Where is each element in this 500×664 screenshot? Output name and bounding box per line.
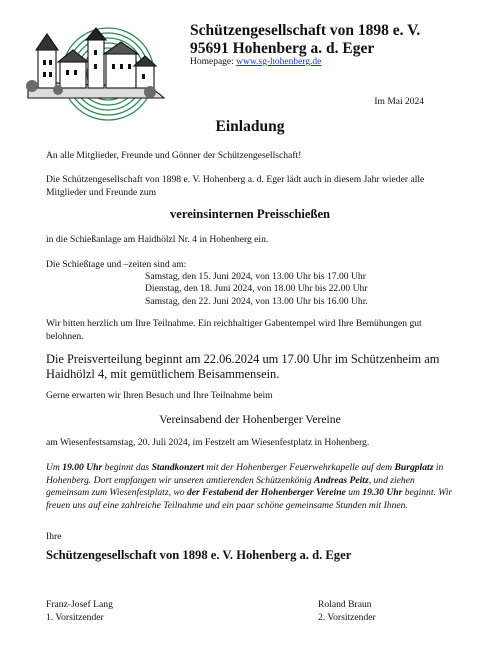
signatory-name: Roland Braun <box>318 599 372 610</box>
signatory-name: Franz-Josef Lang <box>46 599 113 610</box>
concert-highlight: 19.30 Uhr <box>362 487 403 499</box>
club-logo <box>24 20 170 124</box>
date-item: Samstag, den 15. Juni 2024, von 13.00 Uhr bis 17.00 Uhr <box>145 271 366 282</box>
second-event-when: am Wiesenfestsamstag, 20. Juli 2024, im Festzelt am Wiesenfestplatz in Hohenberg. <box>46 437 370 448</box>
closing-club-name: Schützengesellschaft von 1898 e. V. Hohenberg a. d. Eger <box>46 548 352 562</box>
concert-text: beginnt das <box>102 462 152 473</box>
signatory-role: 1. Vorsitzender <box>46 612 104 623</box>
letter-date: Im Mai 2024 <box>374 97 424 107</box>
signature-block-1 <box>46 598 113 624</box>
event-title: vereinsinternen Preisschießen <box>169 207 331 221</box>
concert-text: Um <box>46 462 63 473</box>
concert-highlight: der Festabend der Hohenberger Vereine <box>186 487 346 499</box>
dates-intro: Die Schießtage und –zeiten sind am: <box>46 259 187 270</box>
concert-text: , und ziehen gemeinsam zum Wiesenfestplatz, wo <box>46 474 415 499</box>
concert-text: beginnt. Wir freuen uns auf eine zahlreiche Teilnahme und ein paar schöne gemeinsame Stunden mit Ihnen. <box>46 487 453 511</box>
date-item: Samstag, den 22. Juni 2024, von 13.00 Uhr bis 16.00 Uhr. <box>145 295 368 307</box>
concert-highlight: Burgplatz <box>394 462 434 473</box>
concert-text: mit der Hohenberger Feuerwehrkapelle auf dem <box>203 462 395 473</box>
homepage-link[interactable]: www.sg-hohenberg.de <box>236 57 322 67</box>
club-name: Schützengesellschaft von 1898 e. V. <box>190 22 421 39</box>
signature-block-2 <box>318 598 376 624</box>
concert-highlight: 19.00 Uhr <box>62 462 103 473</box>
concert-paragraph <box>46 462 458 512</box>
letter-title: Einladung <box>215 118 285 135</box>
second-event-title: Vereinsabend der Hohenberger Vereine <box>159 413 341 426</box>
closing-salutation: Ihre <box>46 531 62 542</box>
club-address: 95691 Hohenberg a. d. Eger <box>190 40 375 57</box>
intro-paragraph: Die Schützengesellschaft von 1898 e. V. Hohenberg a. d. Eger lädt auch in diesem Jahr wieder alle Mitglieder und Freunde zum <box>46 174 425 198</box>
concert-text: um <box>345 487 363 499</box>
homepage-label: Homepage: <box>190 57 237 67</box>
concert-highlight: Standkonzert <box>151 462 204 473</box>
concert-text: in Hohenberg. Dort empfangen wir unseren amtierenden Schützenkönig <box>46 462 444 486</box>
homepage-line <box>190 57 321 67</box>
date-item: Dienstag, den 18. Juni 2024, von 18.00 Uhr bis 22.00 Uhr <box>145 283 368 295</box>
expect-text: Gerne erwarten wir Ihren Besuch und Ihre Teilnahme beim <box>46 390 273 401</box>
participation-paragraph: Wir bitten herzlich um Ihre Teilnahme. Ein reichhaltiger Gabentempel wird Ihre Bemühungen gut belohnen. <box>46 318 422 342</box>
dates-list <box>145 271 368 308</box>
location-text: in die Schießanlage am Haidhölzl Nr. 4 in Hohenberg ein. <box>46 234 269 245</box>
greeting: An alle Mitglieder, Freunde und Gönner der Schützengesellschaft! <box>46 150 302 161</box>
concert-highlight: Andreas Peitz <box>314 474 369 486</box>
award-paragraph: Die Preisverteilung beginnt am 22.06.2024 um 17.00 Uhr im Schützenheim am Haidhölzl 4, mit gemütlichem Beisammensein. <box>46 352 440 381</box>
signatory-role: 2. Vorsitzender <box>318 612 376 623</box>
